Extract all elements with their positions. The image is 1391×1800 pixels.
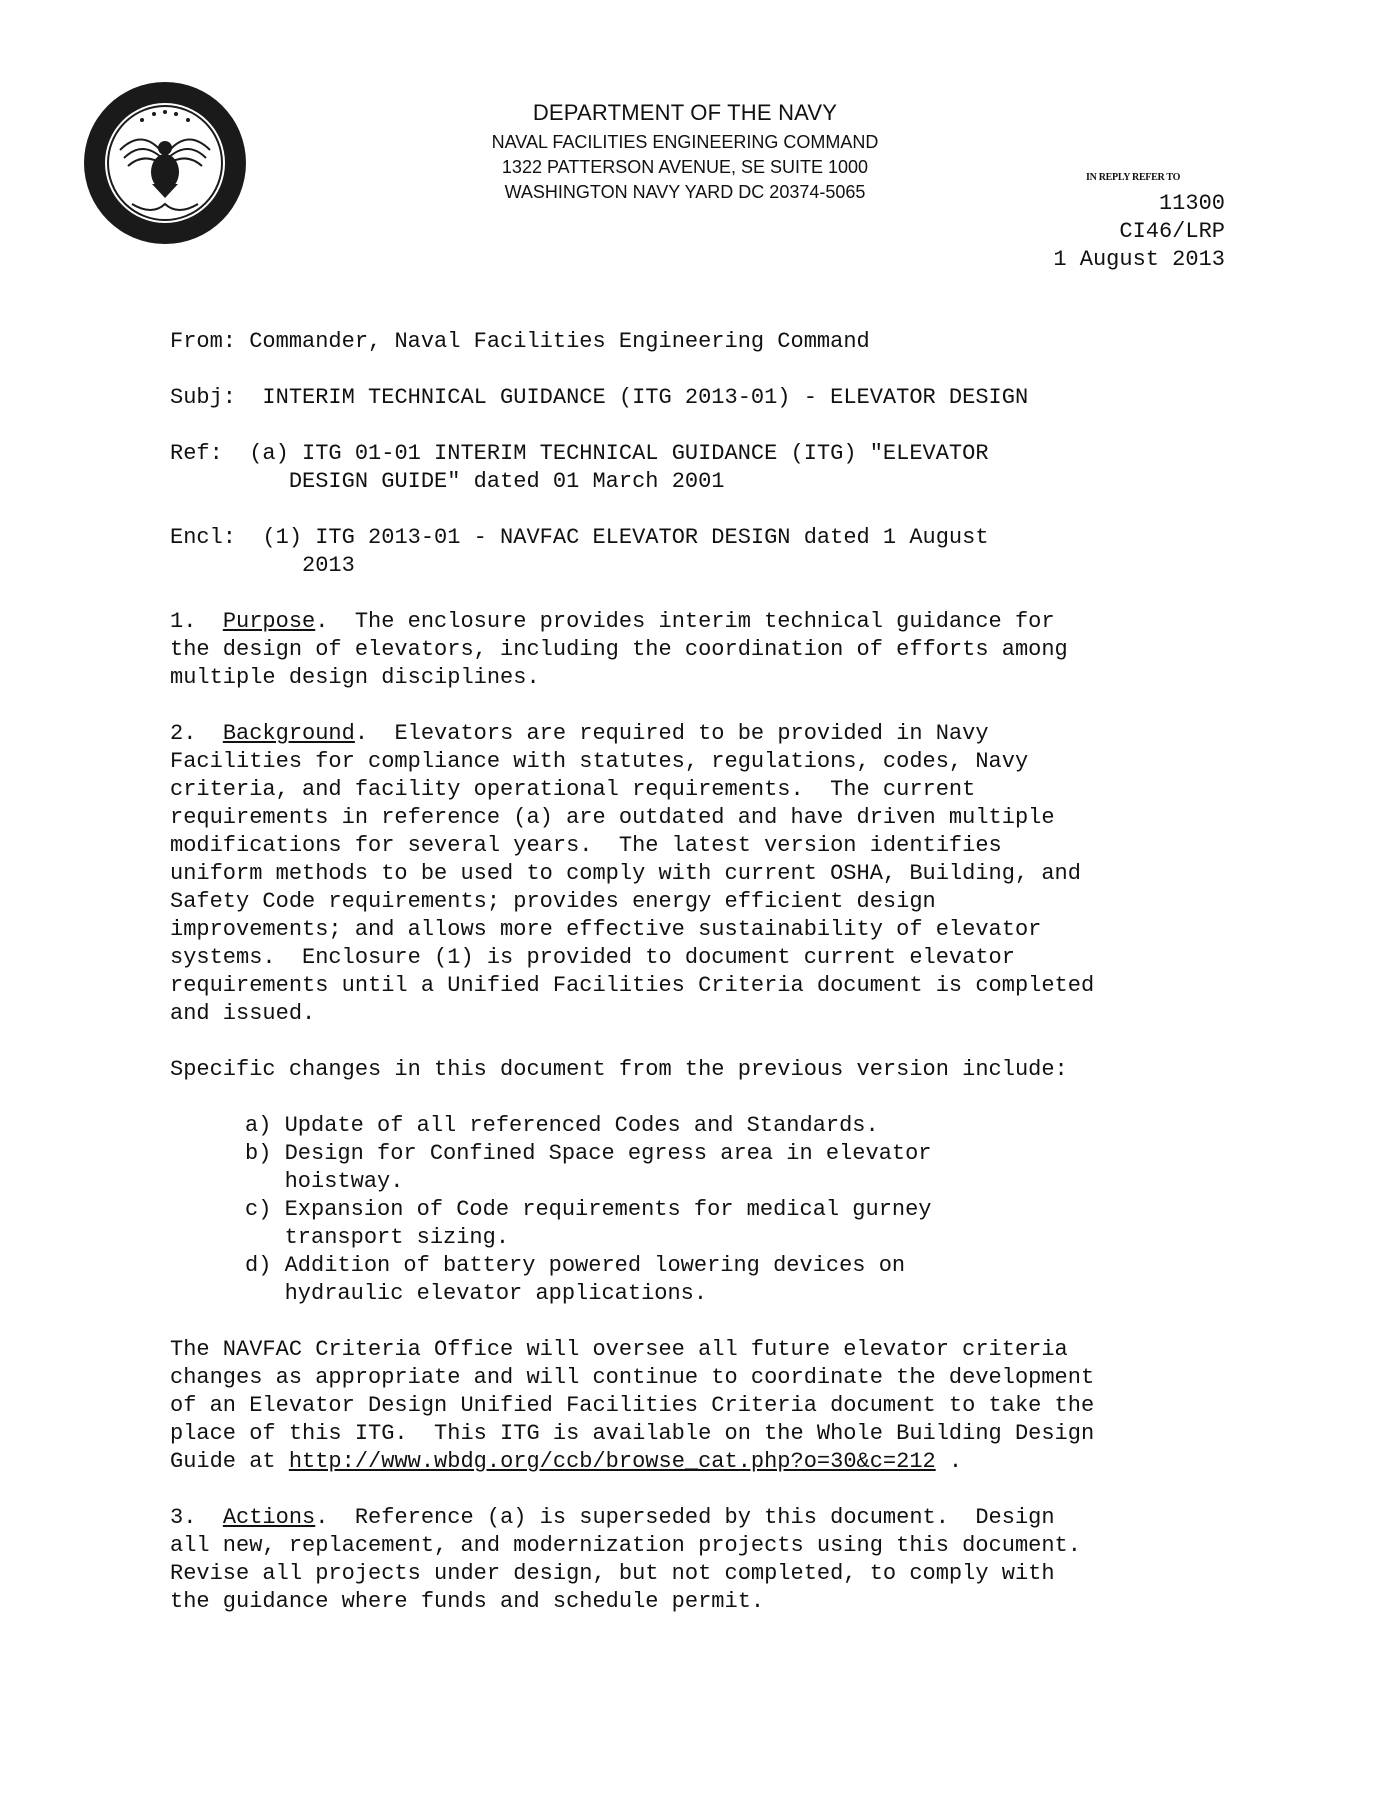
city-address: WASHINGTON NAVY YARD DC 20374-5065 (504, 182, 866, 202)
office-code: CI46/LRP (1119, 219, 1225, 244)
background-line: systems. Enclosure (1) is provided to document current elevator (170, 945, 1015, 970)
background-line: and issued. (170, 1001, 316, 1026)
from-line: From: Commander, Naval Facilities Engineering Command (170, 329, 870, 354)
list-item: a) Update of all referenced Codes and Standards. (245, 1113, 879, 1138)
enclosure-line-2: 2013 (302, 553, 355, 578)
subject-line: Subj: INTERIM TECHNICAL GUIDANCE (ITG 2013-01) - ELEVATOR DESIGN (170, 385, 1029, 410)
street-address: 1322 PATTERSON AVENUE, SE SUITE 1000 (501, 157, 869, 177)
background-line: uniform methods to be used to comply with current OSHA, Building, and (170, 861, 1081, 886)
enclosure-line: Encl: (1) ITG 2013-01 - NAVFAC ELEVATOR DESIGN dated 1 August (170, 525, 989, 550)
background-line: modifications for several years. The latest version identifies (170, 833, 1002, 858)
changes-list (170, 1112, 1230, 1308)
list-item: c) Expansion of Code requirements for medical gurney (245, 1197, 932, 1222)
background-line: criteria, and facility operational requirements. The current (170, 777, 976, 802)
reference-code: 11300 (1158, 191, 1225, 216)
wbdg-link[interactable]: http://www.wbdg.org/ccb/browse_cat.php?o=30&c=212 (288, 1449, 936, 1474)
actions-line: the guidance where funds and schedule permit. (170, 1589, 765, 1614)
background-paragraph: 2. Background. Elevators are required to be provided in Navy (170, 721, 989, 746)
list-item: hoistway. (245, 1169, 404, 1194)
department-of-defense-seal (82, 80, 248, 246)
background-line: improvements; and allows more effective sustainability of elevator (170, 917, 1042, 942)
list-item: b) Design for Confined Space egress area in elevator (245, 1141, 932, 1166)
oversee-line: place of this ITG. This ITG is available on the Whole Building Design (170, 1421, 1095, 1446)
purpose-heading: Purpose (222, 609, 316, 634)
purpose-line: the design of elevators, including the coordination of efforts among (170, 637, 1068, 662)
actions-paragraph: 3. Actions. Reference (a) is superseded by this document. Design (170, 1505, 1055, 1530)
reference-block (1053, 190, 1225, 274)
purpose-paragraph: 1. Purpose. The enclosure provides interim technical guidance for (170, 609, 1055, 634)
changes-intro: Specific changes in this document from the previous version include: (170, 1057, 1068, 1082)
department-name: DEPARTMENT OF THE NAVY (532, 100, 838, 125)
background-line: requirements in reference (a) are outdated and have driven multiple (170, 805, 1055, 830)
list-item: d) Addition of battery powered lowering devices on (245, 1253, 906, 1278)
list-item: hydraulic elevator applications. (245, 1281, 708, 1306)
background-heading: Background (222, 721, 355, 746)
guide-line: Guide at http://www.wbdg.org/ccb/browse_cat.php?o=30&c=212 . (170, 1449, 963, 1474)
oversee-line: The NAVFAC Criteria Office will oversee all future elevator criteria (170, 1337, 1068, 1362)
actions-line: Revise all projects under design, but not completed, to comply with (170, 1561, 1055, 1586)
command-name: NAVAL FACILITIES ENGINEERING COMMAND (491, 132, 879, 152)
reference-line-2: DESIGN GUIDE" dated 01 March 2001 (288, 469, 725, 494)
purpose-line: multiple design disciplines. (170, 665, 540, 690)
memo-body (170, 328, 1230, 1616)
oversee-line: of an Elevator Design Unified Facilities Criteria document to take the (170, 1393, 1095, 1418)
reply-refer-label: IN REPLY REFER TO (1086, 172, 1181, 183)
background-line: Safety Code requirements; provides energy efficient design (170, 889, 936, 914)
actions-line: all new, replacement, and modernization projects using this document. (170, 1533, 1081, 1558)
background-line: Facilities for compliance with statutes, regulations, codes, Navy (170, 749, 1029, 774)
reference-line: Ref: (a) ITG 01-01 INTERIM TECHNICAL GUIDANCE (ITG) "ELEVATOR (170, 441, 989, 466)
letterhead (440, 100, 930, 205)
list-item: transport sizing. (245, 1225, 510, 1250)
background-line: requirements until a Unified Facilities Criteria document is completed (170, 973, 1095, 998)
oversee-line: changes as appropriate and will continue to coordinate the development (170, 1365, 1095, 1390)
document-date: 1 August 2013 (1053, 247, 1225, 272)
actions-heading: Actions (222, 1505, 316, 1530)
